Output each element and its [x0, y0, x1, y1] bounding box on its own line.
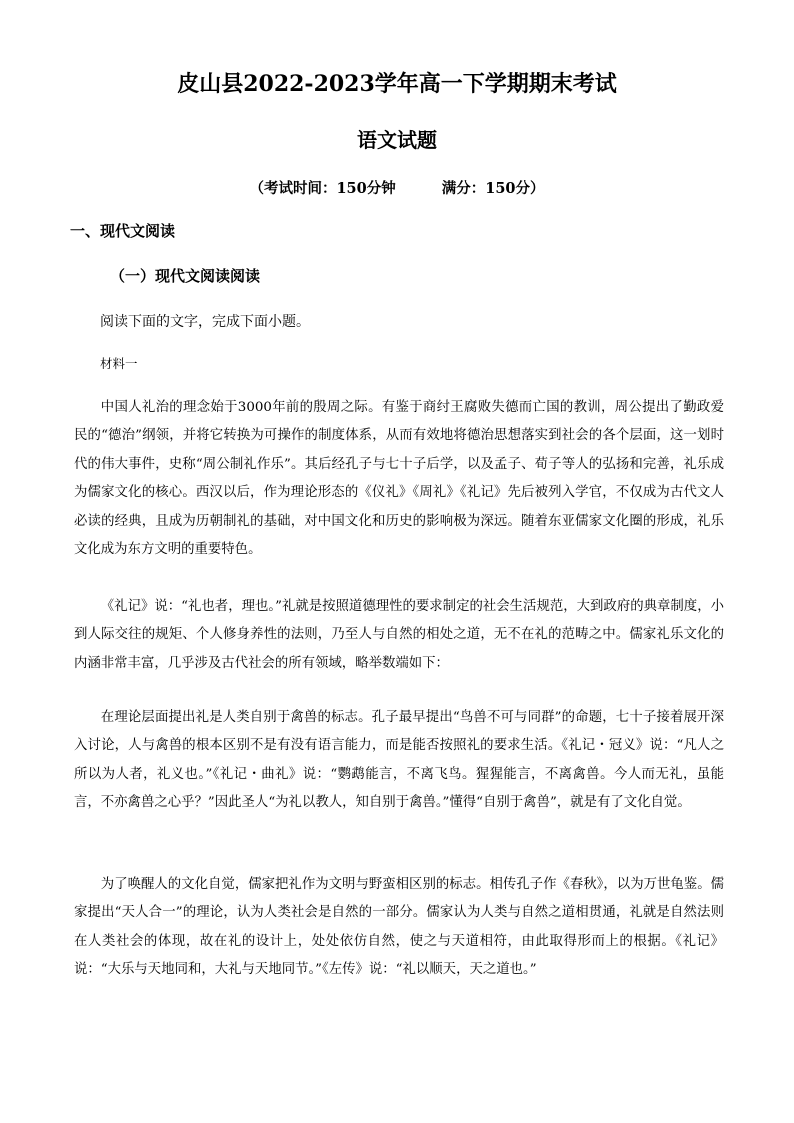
reading-instruction: 阅读下面的文字，完成下面小题。	[100, 314, 310, 330]
section-heading: 一、现代文阅读	[70, 222, 176, 240]
exam-info	[0, 177, 794, 198]
passage-paragraph: 《礼记》说：“礼也者，理也。”礼就是按照道德理性的要求制定的社会生活规范，大到政府的典章制度，小到人际交往的规矩、个人修身养性的法则，乃至人与自然的相处之道，无不在礼的范畴之中。儒家礼乐文化的内涵非常丰富，几乎涉及古代社会的所有领域，略举数端如下：	[74, 599, 724, 671]
full-score: 满分：150分）	[441, 180, 545, 197]
passage-paragraph: 在理论层面提出礼是人类自别于禽兽的标志。孔子最早提出“鸟兽不可与同群”的命题，七十子接着展开深入讨论，人与禽兽的根本区别不是有没有语言能力，而是能否按照礼的要求生活。《礼记・冠义》说：“凡人之所以为人者，礼义也。”《礼记・曲礼》说：“鹦鹉能言，不离飞鸟。猩猩能言，不离禽兽。今人而无礼，虽能言，不亦禽兽之心乎？”因此圣人“为礼以教人，知自别于禽兽。”懂得“自别于禽兽”，就是有了文化自觉。	[74, 710, 724, 811]
section-subheading: （一）现代文阅读阅读	[110, 267, 261, 285]
passage-paragraph: 中国人礼治的理念始于3000年前的殷周之际。有鉴于商纣王腐败失德而亡国的教训，周公提出了勤政爱民的“德治”纲领，并将它转换为可操作的制度体系，从而有效地将德治思想落实到社会的各个层面，这一划时代的伟大事件，史称“周公制礼作乐”。其后经孔子与七十子后学，以及孟子、荀子等人的弘扬和完善，礼乐成为儒家文化的核心。西汉以后，作为理论形态的《仪礼》《周礼》《礼记》先后被列入学官，不仅成为古代文人必读的经典，且成为历朝制礼的基础，对中国文化和历史的影响极为深远。随着东亚儒家文化圈的形成，礼乐文化成为东方文明的重要特色。	[74, 400, 724, 558]
exam-time: （考试时间：150分钟	[249, 180, 396, 197]
subject-title: 语文试题	[357, 128, 437, 152]
passage-paragraph: 为了唤醒人的文化自觉，儒家把礼作为文明与野蛮相区别的标志。相传孔子作《春秋》，以为万世龟鉴。儒家提出“天人合一”的理论，认为人类社会是自然的一部分。儒家认为人类与自然之道相贯通，礼就是自然法则在人类社会的体现，故在礼的设计上，处处依仿自然，使之与天道相符，由此取得形而上的根据。《礼记》说：“大乐与天地同和，大礼与天地同节。”《左传》说：“礼以顺天，天之道也。”	[74, 877, 724, 978]
exam-title: 皮山县2022-2023学年高一下学期期末考试	[177, 71, 617, 97]
material-label: 材料一	[100, 356, 138, 371]
